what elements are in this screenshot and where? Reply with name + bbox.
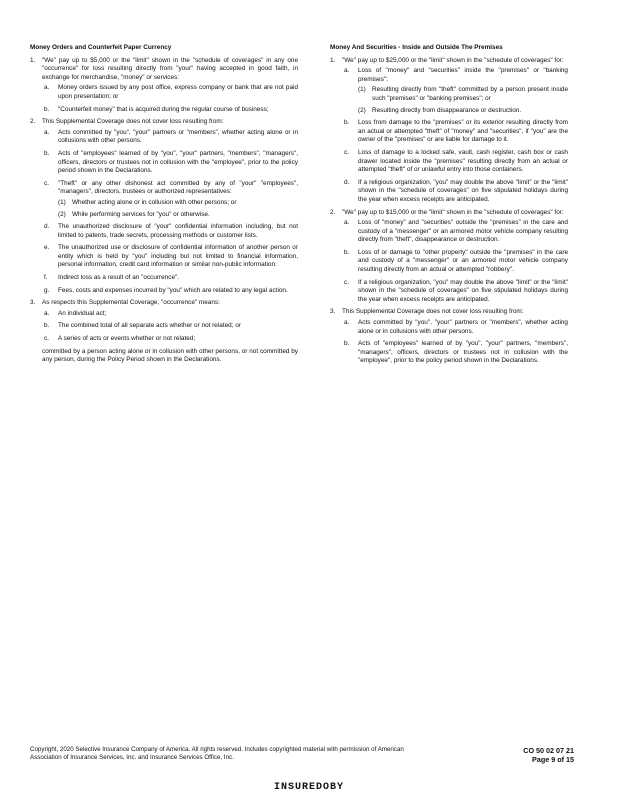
r-item-3: 3. This Supplemental Coverage does not cover loss resulting from: a. Acts committed by "you", "your" partners or "members", whether acting alone or in collusions with other persons. b. Acts of "employees" learned of by "you", "your" partners, "members", "managers", officers, directors or trustees not in collusion with the "employee", prior to the policy period shown in the Declarations. (330, 308, 568, 365)
r-item-1: 1. "We" pay up to $25,000 or the "limit" shown in the "schedule of coverages" for: a. Loss of "money" and "securities" inside the "premises" or "banking premises": (1) Resulting directly from "theft" committed by a person present inside such "premises" or "banking premises"; or (2) Resulting directly from disappearance or destruction. b. Loss from damage to the "premises" or its exterior resulting directly from an actual or attempted "theft" of "money" and "securities", if "you" are the owner of the "premises" or are liable for damage to it. c. Loss of damage to a locked safe, vault, cash register, cash box or cash drawer located inside the "premises" resulting directly from an actual or attempted "theft" of or unlawful entry into those containers. d. If a religious organization, "you" may double the above "limit" or the "limit" shown in the "schedule of coverages" on five stipulated holidays during the year when excess receipts are anticipated. (330, 56, 568, 203)
page-number: Page 9 of 15 (532, 755, 574, 764)
section-title-money-orders: Money Orders and Counterfeit Paper Currency (30, 44, 172, 51)
r-item-2: 2. "We" pay up to $15,000 or the "limit" shown in the "schedule of coverages" for: a. Loss of "money" and "securities" outside the "premises" in the care and custody of a "messenger" or an armored motor vehicle company resulting directly from "theft", disappearance or destruction. b. Loss of or damage to "other property" outside the "premises" in the care and custody of a "messenger" or an armored motor vehicle company resulting directly from an actual or attempted "robbery". c. If a religious organization, "you" may double the above "limit" or the "limit" shown in the "schedule of coverages" on five stipulated holidays during the year when excess receipts are anticipated. (330, 208, 568, 303)
item-2e: e. The unauthorized use or disclosure of confidential information of another person or entity which is held by "you" including but not limited to financial information, personal information, credit card information or similar non-public information. (44, 244, 298, 269)
r-item-1a-1: (1) Resulting directly from "theft" committed by a person present inside such "premises" or "banking premises"; or (358, 86, 568, 102)
item-2c: c. "Theft" or any other dishonest act committed by any of "your" "employees", "managers", directors, trustees or authorized representatives: (1) Whether acting alone or in collusion with other persons; or (2) While performing services for "you" or otherwise. (44, 179, 298, 218)
r-item-2b: b. Loss of or damage to "other property" outside the "premises" in the care and custody of a "messenger" or an armored motor vehicle company resulting directly from an actual or attempted "robbery". (344, 248, 568, 274)
item-3-tail: committed by a person acting alone or in collusion with other persons, or not committed by any person, during the Policy Period shown in the Declarations. (42, 347, 298, 364)
r-item-3a: a. Acts committed by "you", "your" partners or "members", whether acting alone or in collusions with other persons. (344, 319, 568, 335)
r-item-1c: c. Loss of damage to a locked safe, vault, cash register, cash box or cash drawer located inside the "premises" resulting directly from an actual or attempted "theft" of or unlawful entry into those containers. (344, 148, 568, 174)
item-1a: a. Money orders issued by any post office, express company or bank that are not paid upon presentation; or (44, 84, 298, 100)
left-column (30, 44, 298, 369)
item-2b: b. Acts of "employees" learned of by "you", "your" partners, "members", "managers", officers, directors or trustees not in collusion with the "employee", prior to the policy period shown in the Declarations. (44, 149, 298, 175)
section-title-money-securities: Money And Securities - Inside and Outside The Premises (330, 44, 503, 51)
item-2a: a. Acts committed by "you", "your" partners or "members", whether acting alone or in collusions with other persons. (44, 128, 298, 145)
r-item-1a: a. Loss of "money" and "securities" inside the "premises" or "banking premises": (1) Resulting directly from "theft" committed by a person present inside such "premises" or "banking premises"; or (2) Resulting directly from disappearance or destruction. (344, 67, 568, 114)
copyright-notice: Copyright, 2020 Selective Insurance Company of America. All rights reserved. Includes copyrighted material with permission of American Association of Insurance Services, Inc. and Insurance Services Office, Inc. (30, 746, 404, 762)
form-number: CO 50 02 07 21 (523, 746, 574, 755)
item-3c: c. A series of acts or events whether or not related; (44, 335, 196, 343)
watermark-text: INSUREDOBY (273, 782, 344, 793)
r-item-2c: c. If a religious organization, "you" may double the above "limit" or the "limit" shown in the "schedule of coverages" on five stipulated holidays during the year when excess receipts are anticipated. (344, 278, 568, 303)
form-info (494, 746, 574, 764)
item-3b: b. The combined total of all separate acts whether or not related; or (44, 322, 241, 330)
item-3a: a. An individual act; (44, 309, 107, 317)
item-3: 3. As respects this Supplemental Coverage, "occurrence" means: a. An individual act; b. The combined total of all separate acts whether or not related; or c. A series of acts or events whether or not related; (30, 299, 298, 343)
item-2: 2. This Supplemental Coverage does not cover loss resulting from: a. Acts committed by "you", "your" partners or "members", whether acting alone or in collusions with other persons. b. Acts of "employees" learned of by "you", "your" partners, "members", "managers", officers, directors or trustees not in collusion with the "employee", prior to the policy period shown in the Declarations. c. "Theft" or any other dishonest act committed by any of "your" "employees", "managers", directors, trustees or authorized representatives: (1) Whether acting alone or in collusion with other persons; or (2) While performing services for "you" or otherwise. d. The unauthorized disclosure of "your" confidential information including, but not limited to patents, trade secrets, processing methods or customer lists. e. The unauthorized use or disclosure of confidential information of another person or entity which is held by "you" including but not limited to financial information, personal information, credit card information or similar non-public information. f. Indirect loss as a result of an "occurrence". g. Fees, costs and expenses incurred by "you" which are related to any legal action. (30, 118, 298, 294)
r-item-2a: a. Loss of "money" and "securities" outside the "premises" in the care and custody of a "messenger" or an armored motor vehicle company resulting directly from "theft", disappearance or destruction. (344, 219, 568, 244)
r-item-1b: b. Loss from damage to the "premises" or its exterior resulting directly from an actual or attempted "theft" of "money" and "securities", if "you" are the owner of the "premises" or are liable for damage to it. (344, 119, 568, 144)
right-column (330, 44, 568, 370)
item-2c-1: (1) Whether acting alone or in collusion with other persons; or (58, 198, 237, 206)
item-2c-2: (2) While performing services for "you" or otherwise. (58, 210, 210, 218)
item-2g: g. Fees, costs and expenses incurred by "you" which are related to any legal action. (44, 286, 288, 294)
item-2d: d. The unauthorized disclosure of "your" confidential information including, but not limited to patents, trade secrets, processing methods or customer lists. (44, 223, 298, 239)
item-1b: b. "Counterfeit money" that is acquired during the regular course of business; (44, 105, 269, 113)
r-item-1a-2: (2) Resulting directly from disappearance or destruction. (358, 106, 522, 114)
item-2f: f. Indirect loss as a result of an "occurrence". (44, 274, 180, 282)
r-item-3b: b. Acts of "employees" learned of by "you", "your" partners, "members", "managers", officers, directors or trustees not in collusion with the "employee", prior to the policy period shown in the Declarations. (344, 340, 568, 365)
item-1: 1. "We" pay up to $5,000 or the "limit" shown in the "schedule of coverages" in any one "occurrence" for loss resulting directly from "your" having accepted in good faith, in exchange for merchandise, "money" or services: a. Money orders issued by any post office, express company or bank that are not paid upon presentation; or b. "Counterfeit money" that is acquired during the regular course of business; (30, 56, 298, 113)
r-item-1d: d. If a religious organization, "you" may double the above "limit" or the "limit" shown in the "schedule of coverages" on five stipulated holidays during the year when excess receipts are anticipated. (344, 178, 568, 203)
